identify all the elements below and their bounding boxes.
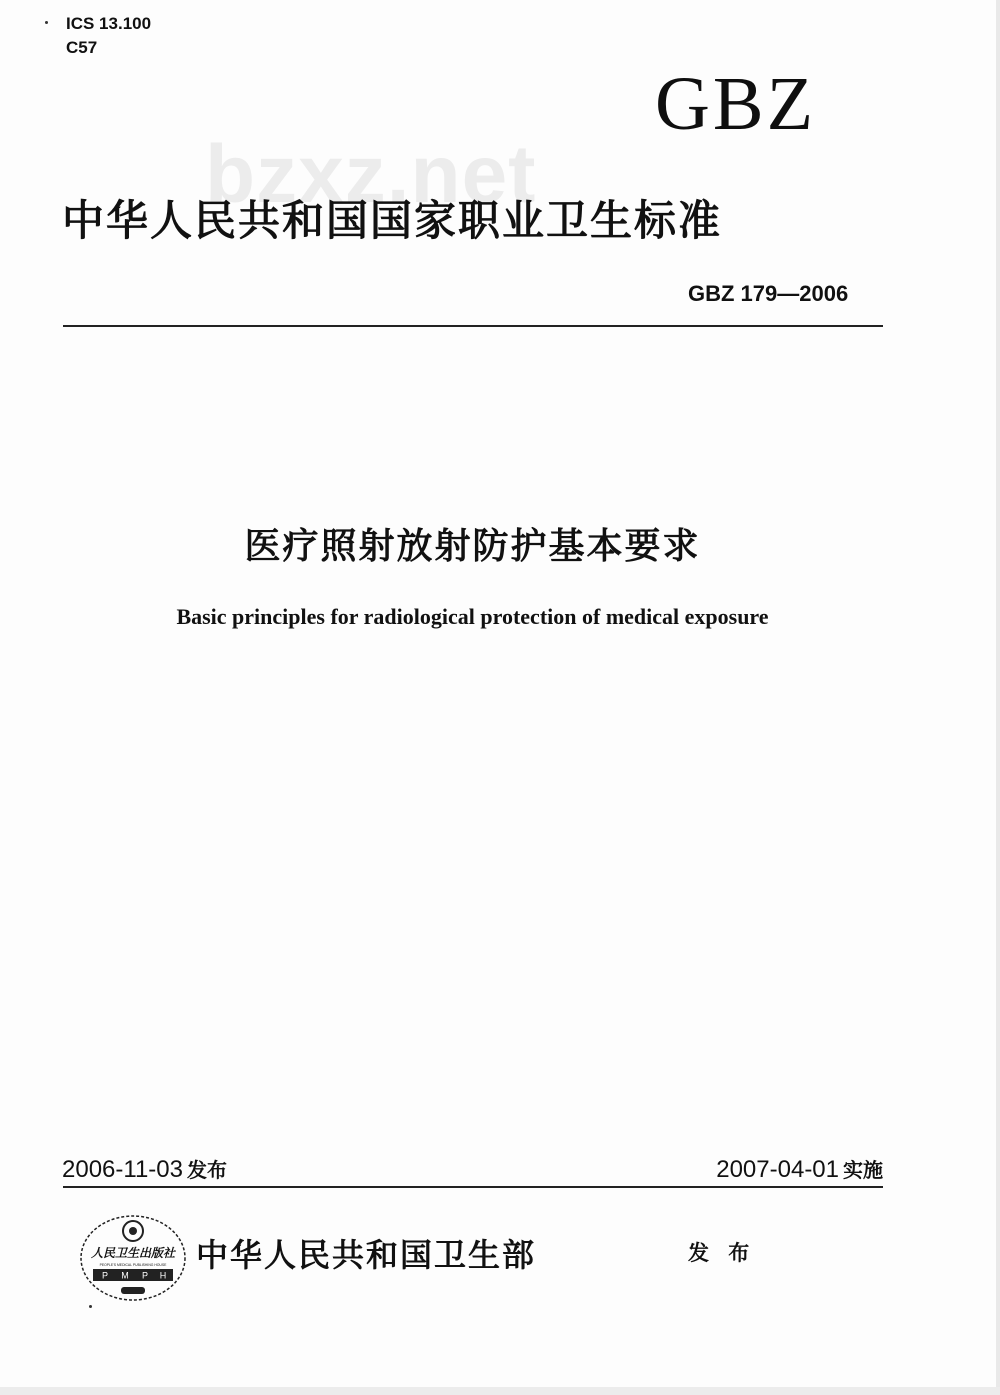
- ccs-code: C57: [66, 38, 98, 57]
- document-title-cn: 医疗照射放射防护基本要求: [244, 526, 701, 567]
- ics-code: ICS 13.100: [66, 14, 152, 33]
- publisher-logo-name-en: PEOPLE'S MEDICAL PUBLISHING HOUSE: [99, 1263, 167, 1267]
- implementation-date: 2007-04-01: [716, 1156, 839, 1183]
- release-date: 2006-11-03: [62, 1156, 183, 1183]
- watermark: bzxz.net: [205, 129, 537, 220]
- release-date-line: [62, 1154, 227, 1184]
- page-edge-bottom: [0, 1387, 1000, 1395]
- footer-divider: [63, 1186, 883, 1188]
- document-title-en: Basic principles for radiological protection of medical exposure: [176, 604, 769, 629]
- publisher-logo-letter-2: M: [121, 1270, 129, 1281]
- publisher-logo-letter-4: H: [159, 1270, 167, 1281]
- publisher-logo-icon: [79, 1213, 187, 1303]
- scan-speck-bottom: [89, 1305, 92, 1308]
- implementation-label: 实施: [843, 1158, 883, 1182]
- release-label: 发布: [186, 1158, 227, 1182]
- publisher-logo-tab: [121, 1287, 145, 1294]
- publisher-logo-letter-3: P: [141, 1270, 149, 1281]
- publisher-logo-letter-1: P: [101, 1270, 109, 1281]
- gbz-logo-text: GBZ: [655, 62, 816, 146]
- implementation-date-line: [716, 1154, 883, 1184]
- page-edge-right: [996, 0, 1000, 1395]
- publisher-logo-emblem-core: [129, 1227, 137, 1235]
- publisher-logo-name-cn: 人民卫生出版社: [90, 1246, 176, 1260]
- header-divider: [63, 325, 883, 327]
- issuer-name: 中华人民共和国卫生部: [196, 1236, 537, 1274]
- standard-type-title: 中华人民共和国国家职业卫生标准: [62, 196, 723, 245]
- classification-block: [66, 12, 151, 60]
- issuer-label: 发 布: [688, 1241, 756, 1265]
- standard-number: GBZ 179—2006: [688, 281, 849, 306]
- scan-speck: [45, 21, 48, 24]
